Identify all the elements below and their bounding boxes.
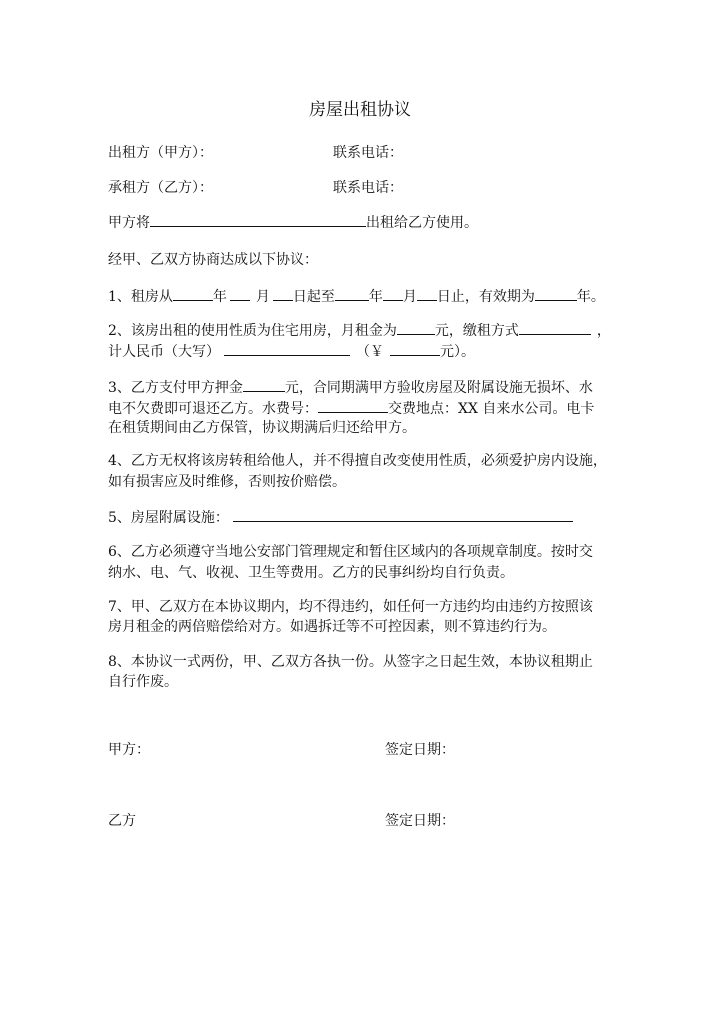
clause-3-payplace: 交费地点：XX 自来水公司。电卡 — [388, 401, 595, 417]
signature-date-a: 签定日期： — [385, 742, 455, 758]
end-year-blank[interactable] — [335, 286, 369, 301]
page-title: 房屋出租协议 — [309, 100, 411, 120]
start-month-blank[interactable] — [230, 286, 250, 301]
clause-4-line-1: 4、乙方无权将该房转租给他人，并不得擅自改变使用性质，必须爱护房内设施， — [108, 453, 607, 469]
clause-6-line-1: 6、乙方必须遵守当地公安部门管理规定和暂住区域内的各项规章制度。按时交 — [108, 544, 593, 560]
signature-party-a: 甲方： — [108, 742, 150, 758]
clause-2-end: 元）。 — [440, 344, 475, 360]
clause-8-line-2: 自行作废。 — [108, 674, 178, 690]
lessor-phone-label: 联系电话： — [333, 145, 403, 161]
clause-1-month: 月 — [255, 289, 270, 305]
clause-8-line-1: 8、本协议一式两份，甲、乙双方各执一份。从签字之日起生效，本协议租期止 — [108, 654, 593, 670]
payment-method-blank[interactable] — [519, 320, 591, 335]
end-day-blank[interactable] — [417, 286, 437, 301]
clause-2-comma: ， — [596, 323, 611, 339]
monthly-rent-blank[interactable] — [397, 320, 435, 335]
amount-number-blank[interactable] — [390, 341, 440, 356]
clause-1 — [108, 286, 605, 307]
premises-line — [108, 212, 478, 233]
clause-2-line-1 — [108, 320, 611, 341]
clause-5 — [108, 507, 573, 528]
clause-3-line-3: 在租赁期间由乙方保管，协议期满后归还给甲方。 — [108, 420, 416, 436]
facilities-blank[interactable] — [233, 507, 573, 522]
water-number-blank[interactable] — [318, 398, 388, 413]
clause-1-year: 年 — [212, 289, 227, 305]
term-years-blank[interactable] — [535, 286, 577, 301]
clause-2-yen: （￥ — [356, 344, 384, 360]
end-month-blank[interactable] — [383, 286, 403, 301]
clause-6-line-2: 纳水、电、气、收视、卫生等费用。乙方的民事纠纷均自行负责。 — [108, 565, 514, 581]
clause-3-line-1 — [108, 377, 593, 398]
clause-3-line-2 — [108, 398, 594, 419]
signature-date-b: 签定日期： — [385, 813, 455, 829]
clause-7-line-2: 房月租金的两倍赔偿给对方。如遇拆迁等不可控因素，则不算违约行为。 — [108, 619, 556, 635]
clause-4-line-2: 如有损害应及时维修，否则按价赔偿。 — [108, 474, 346, 490]
clause-2-total: 计人民币（大写） — [108, 344, 220, 360]
amount-words-blank[interactable] — [224, 341, 350, 356]
clause-5-text: 5、房屋附属设施： — [108, 510, 229, 526]
clause-1-year2: 年 — [368, 289, 383, 305]
lessor-label: 出租方（甲方）： — [108, 145, 213, 161]
clause-3-text-b: 元，合同期满甲方验收房屋及附属设施无损坏、水 — [284, 380, 593, 396]
start-day-blank[interactable] — [273, 286, 293, 301]
premises-blank[interactable] — [150, 212, 366, 227]
lessee-label: 承租方（乙方）： — [108, 180, 213, 196]
clause-1-text: 1、租房从 — [108, 289, 173, 305]
clause-2-line-2 — [108, 341, 475, 362]
deposit-blank[interactable] — [243, 377, 285, 392]
premises-suffix: 出租给乙方使用。 — [366, 215, 478, 231]
clause-1-end: 年。 — [576, 289, 605, 305]
signature-party-b: 乙方 — [108, 813, 136, 829]
premises-prefix: 甲方将 — [108, 215, 150, 231]
start-year-blank[interactable] — [173, 286, 213, 301]
clause-3-water: 电不欠费即可退还乙方。水费号： — [108, 401, 318, 417]
clause-2-text: 2、该房出租的使用性质为住宅用房，月租金为 — [108, 323, 397, 339]
clause-7-line-1: 7、甲、乙双方在本协议期内，均不得违约，如任何一方违约均由违约方按照该 — [108, 599, 593, 615]
clause-2-method: 元，缴租方式 — [434, 323, 519, 339]
clause-1-month2: 月 — [402, 289, 417, 305]
clause-1-to: 日起至 — [292, 289, 335, 305]
agreement-intro: 经甲、乙双方协商达成以下协议： — [108, 252, 318, 268]
lessee-phone-label: 联系电话： — [333, 180, 403, 196]
clause-3-text: 3、乙方支付甲方押金 — [108, 380, 243, 396]
clause-1-term: 日止，有效期为 — [436, 289, 535, 305]
